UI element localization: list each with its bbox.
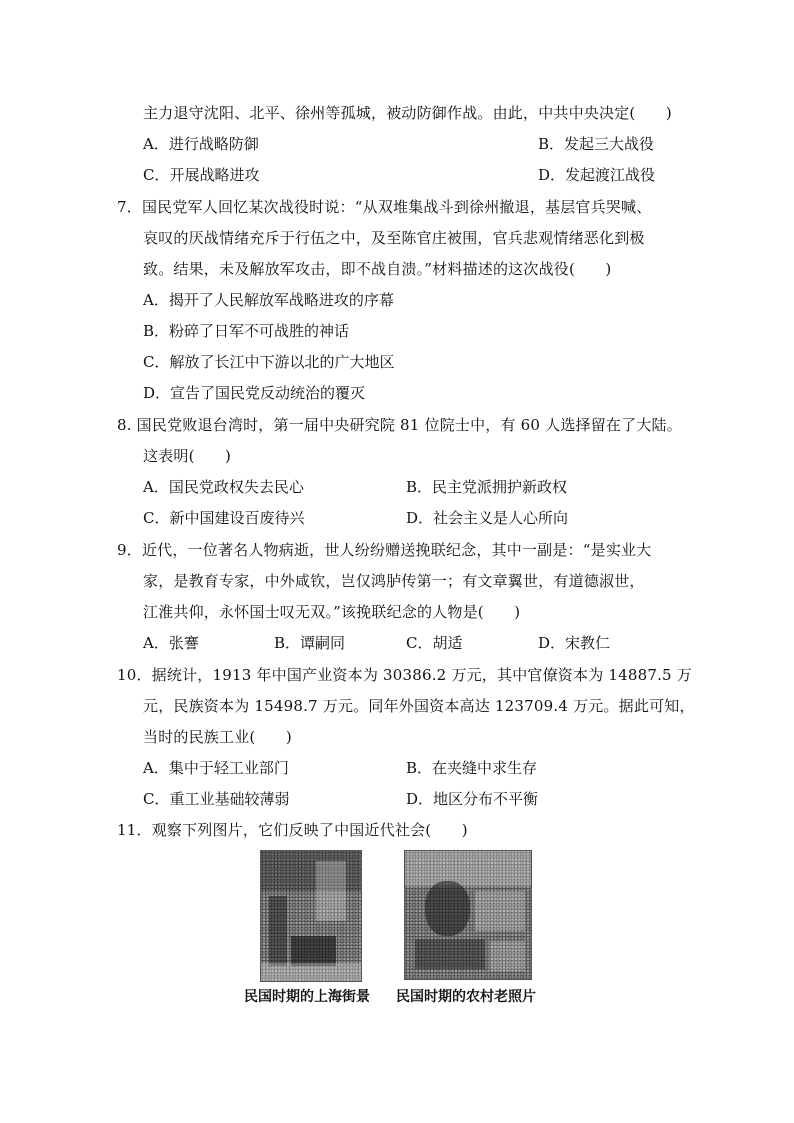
q9-option-d[interactable]: D．宋教仁	[538, 634, 611, 652]
q8-option-c[interactable]: C．新中国建设百废待兴	[143, 509, 305, 527]
q10-stem-line-3: 当时的民族工业( )	[143, 728, 292, 746]
q10-option-b[interactable]: B．在夹缝中求生存	[406, 759, 538, 777]
q7-stem-line-3: 致。结果，未及解放军攻击，即不战自溃。”材料描述的这次战役( )	[143, 260, 612, 278]
caption-village-photo: 民国时期的农村老照片	[396, 989, 536, 1005]
q8-stem-line-1: 8. 国民党败退台湾时，第一届中央研究院 81 位院士中，有 60 人选择留在了大陆。	[117, 416, 682, 434]
q9-stem-line-3: 江淮共仰，永怀国士叹无双。”该挽联纪念的人物是( )	[143, 603, 521, 621]
q7-option-b[interactable]: B．粉碎了日军不可战胜的神话	[143, 322, 350, 340]
q6-option-c[interactable]: C．开展战略进攻	[143, 166, 260, 184]
q7-stem-line-2: 哀叹的厌战情绪充斥于行伍之中，及至陈官庄被围，官兵悲观情绪恶化到极	[143, 229, 645, 247]
q9-stem-line-1: 9．近代，一位著名人物病逝，世人纷纷赠送挽联纪念，其中一副是：“是实业大	[117, 541, 652, 559]
q8-option-d[interactable]: D．社会主义是人心所向	[406, 509, 569, 527]
village-old-photo	[404, 850, 532, 980]
q10-stem-line-2: 元，民族资本为 15498.7 万元。同年外国资本高达 123709.4 万元。据此可知，	[143, 697, 695, 715]
q9-option-a[interactable]: A．张謇	[143, 634, 199, 652]
q6-option-a[interactable]: A．进行战略防御	[143, 135, 259, 153]
q7-stem-line-1: 7．国民党军人回忆某次战役时说：“从双堆集战斗到徐州撤退，基层官兵哭喊、	[117, 198, 652, 216]
q11-stem: 11．观察下列图片，它们反映了中国近代社会( )	[117, 821, 468, 839]
q6-option-d[interactable]: D．发起渡江战役	[538, 166, 656, 184]
q10-stem-line-1: 10．据统计，1913 年中国产业资本为 30386.2 万元，其中官僚资本为 14887.5 万	[117, 666, 692, 684]
q7-option-c[interactable]: C．解放了长江中下游以北的广大地区	[143, 353, 395, 371]
q10-option-a[interactable]: A．集中于轻工业部门	[143, 759, 289, 777]
q9-option-b[interactable]: B．谭嗣同	[274, 634, 346, 652]
q10-option-c[interactable]: C．重工业基础较薄弱	[143, 790, 290, 808]
q7-option-d[interactable]: D．宣告了国民党反动统治的覆灭	[143, 384, 366, 402]
q7-option-a[interactable]: A．揭开了人民解放军战略进攻的序幕	[143, 291, 394, 309]
q6-option-b[interactable]: B．发起三大战役	[538, 135, 655, 153]
q8-option-a[interactable]: A．国民党政权失去民心	[143, 478, 304, 496]
q6-stem-continuation: 主力退守沈阳、北平、徐州等孤城，被动防御作战。由此，中共中央决定( )	[143, 104, 672, 122]
q9-option-c[interactable]: C．胡适	[406, 634, 463, 652]
shanghai-street-photo	[260, 850, 362, 982]
q9-stem-line-2: 家，是教育专家，中外咸钦，岂仅鸿胪传第一；有文章翼世，有道德淑世，	[143, 572, 645, 590]
caption-shanghai-street: 民国时期的上海街景	[244, 989, 370, 1005]
q10-option-d[interactable]: D．地区分布不平衡	[406, 790, 539, 808]
q8-option-b[interactable]: B．民主党派拥护新政权	[406, 478, 568, 496]
q8-stem-line-2: 这表明( )	[143, 447, 232, 465]
